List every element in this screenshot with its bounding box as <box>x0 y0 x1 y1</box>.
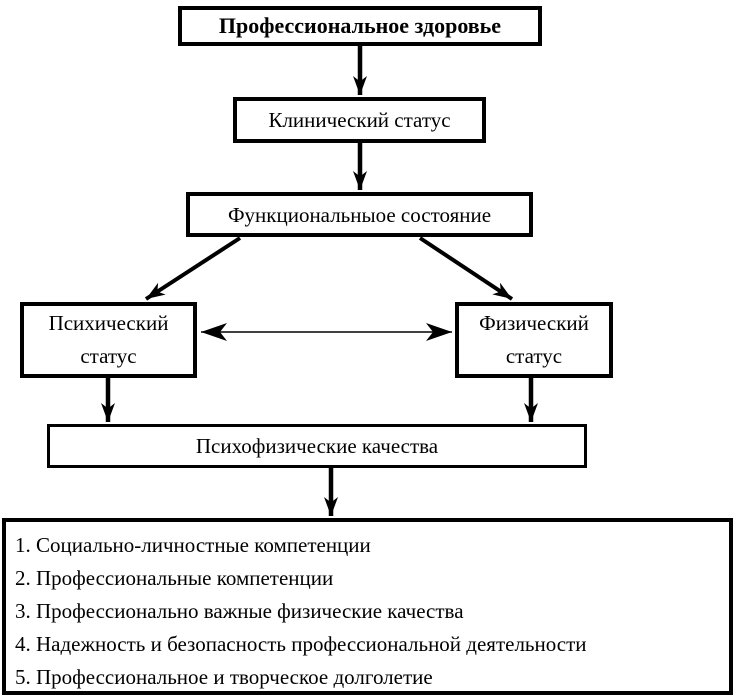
node-mental-status: Психический статус <box>20 302 197 378</box>
node-professional-health: Профессиональное здоровье <box>178 6 542 46</box>
outcome-item-5: 5. Профессиональное и творческое долголетие <box>15 665 433 689</box>
node-physical-status: Физический статус <box>455 302 613 378</box>
outcome-item-4: 4. Надежность и безопасность профессиональной деятельности <box>15 632 587 656</box>
arrow-functional-physical <box>420 238 512 299</box>
node-functional-state: Функциональныое состояние <box>186 192 533 237</box>
outcome-item-2: 2. Профессиональные компетенции <box>15 566 334 590</box>
arrow-functional-mental <box>146 238 240 299</box>
outcomes-list <box>2 518 733 695</box>
outcome-item-3: 3. Профессионально важные физические качества <box>15 599 464 623</box>
node-psychophysical-qualities: Психофизические качества <box>47 424 587 468</box>
outcome-item-1: 1. Социально-личностные компетенции <box>15 533 371 557</box>
node-clinical-status: Клинический статус <box>233 97 486 143</box>
